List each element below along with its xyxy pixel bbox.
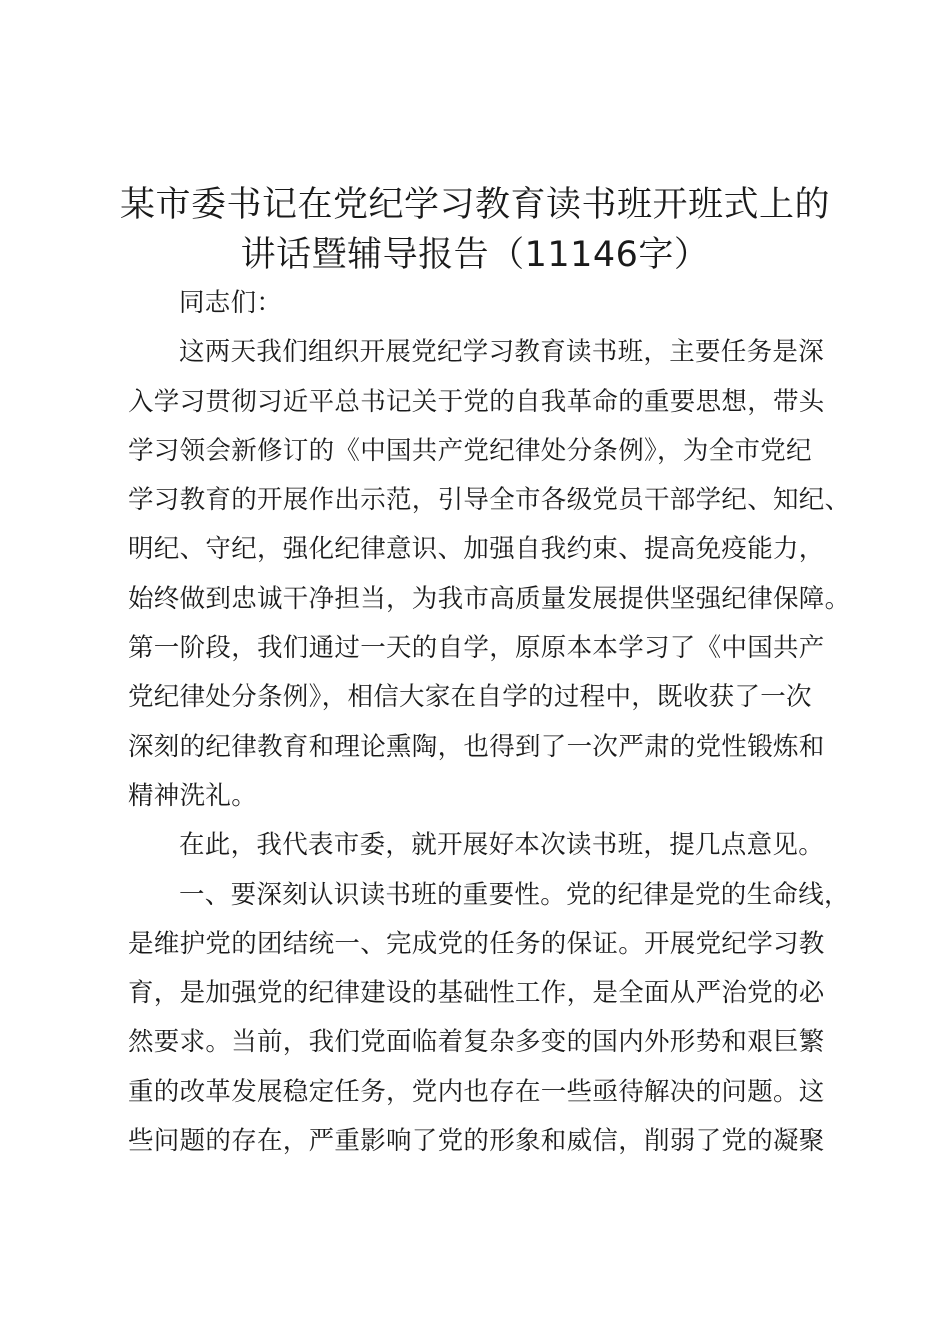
paragraph-3-line: 些问题的存在，严重影响了党的形象和威信，削弱了党的凝聚	[128, 1126, 825, 1157]
paragraph-1-line: 第一阶段，我们通过一天的自学，原原本本学习了《中国共产	[128, 633, 825, 664]
paragraph-3-line: 育，是加强党的纪律建设的基础性工作，是全面从严治党的必	[128, 978, 825, 1009]
paragraph-3-line: 重的改革发展稳定任务，党内也存在一些亟待解决的问题。这	[128, 1076, 825, 1107]
salutation: 同志们：	[179, 288, 283, 318]
paragraph-1-line: 始终做到忠诚干净担当，为我市高质量发展提供坚强纪律保障。	[128, 583, 851, 614]
paragraph-3-line: 然要求。当前，我们党面临着复杂多变的国内外形势和艰巨繁	[128, 1027, 825, 1058]
document-body	[128, 279, 858, 1166]
paragraph-1-line: 这两天我们组织开展党纪学习教育读书班，主要任务是深	[179, 337, 825, 368]
paragraph-1-line: 学习教育的开展作出示范，引导全市各级党员干部学纪、知纪、	[128, 485, 851, 516]
paragraph-1-line: 党纪律处分条例》，相信大家在自学的过程中，既收获了一次	[128, 682, 812, 713]
paragraph-2-line: 在此，我代表市委，就开展好本次读书班，提几点意见。	[179, 830, 825, 861]
paragraph-1-line: 精神洗礼。	[128, 780, 258, 811]
paragraph-1-line: 深刻的纪律教育和理论熏陶，也得到了一次严肃的党性锻炼和	[128, 731, 825, 762]
title-line-2: 讲话暨辅导报告（11146字）	[240, 235, 710, 275]
paragraph-1-line: 明纪、守纪，强化纪律意识、加强自我约束、提高免疫能力，	[128, 534, 825, 565]
title-line-1: 某市委书记在党纪学习教育读书班开班式上的	[119, 185, 830, 225]
paragraph-3-line: 是维护党的团结统一、完成党的任务的保证。开展党纪学习教	[128, 928, 825, 959]
paragraph-1-line: 学习领会新修订的《中国共产党纪律处分条例》，为全市党纪	[128, 435, 812, 466]
paragraph-3-line: 一、要深刻认识读书班的重要性。党的纪律是党的生命线，	[179, 879, 850, 910]
document-title	[100, 180, 850, 280]
paragraph-1-line: 入学习贯彻习近平总书记关于党的自我革命的重要思想，带头	[128, 386, 825, 417]
